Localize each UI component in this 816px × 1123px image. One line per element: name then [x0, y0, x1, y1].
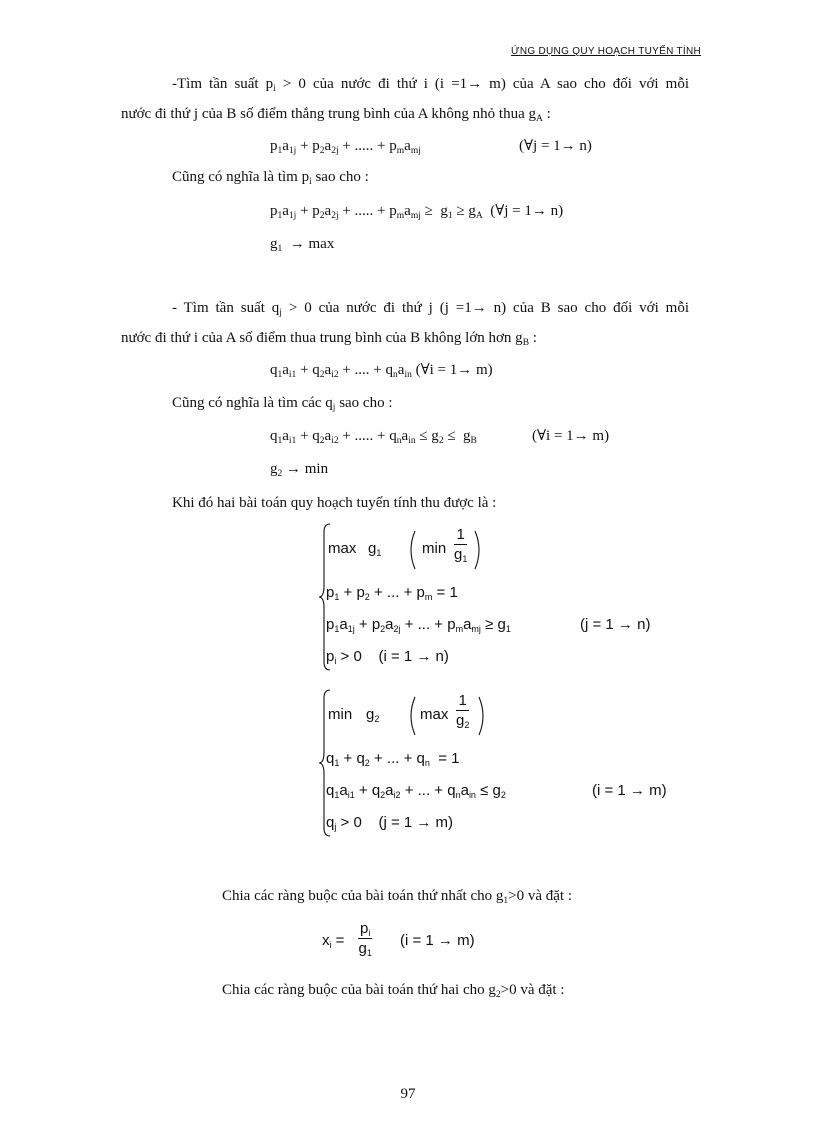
close-paren-icon [474, 530, 484, 570]
constraint-condition-i: (i = 1 → m) [592, 782, 667, 799]
constraint-condition-j: (j = 1 → n) [580, 616, 651, 633]
lp-system-1: max $g_1$ min $\frac{1}{g_1}$ $p_1 + p_2$ + ... + $p_m = 1$ $p_1a_{1j} + p_2a_{2j}$ + ... + $p_ma_{mj} \ge g_1$ (j = 1 → n) $p_i > 0$ (i = 1 → n) [318, 522, 678, 672]
text-also-find-q: Cũng có nghĩa là tìm các $q_j$ sao cho : [172, 395, 393, 413]
open-paren-icon [406, 696, 416, 736]
objective-g2-min: $g_2 \to \min$ [270, 461, 329, 479]
running-header: ỨNG DỤNG QUY HOẠCH TUYẾN TÍNH [511, 46, 702, 57]
constraint-positive-p: $p_i > 0$ (i = 1 → n) [326, 648, 449, 666]
objective-g1-max: $g_1 \to \max$ [270, 236, 335, 254]
inequality-sum-pa: $p_1a_{1j} + p_2a_{2j}$ + ..... + $p_ma_{mj} \ge g_1 \ge g_A$ (∀j = 1→ n) [270, 203, 564, 221]
para2-line2: nước đi thứ i của A số điểm thua trung bình của B không lớn hơn $g_B$ : [121, 330, 537, 348]
open-paren-icon [406, 530, 416, 570]
inequality-sum-qa: $q_1a_{i1} + q_2a_{i2}$ + ..... + $q_na_{in} \le g_2 \le g_B$ [270, 428, 477, 446]
page-number: 97 [400, 1086, 416, 1102]
para1-line1: -Tìm tần suất $p_i > 0$ của nước đi thứ i (i =1→ m) của A sao cho đối với mỗi [172, 76, 689, 94]
equation-sum-qa: $q_1a_{i1} + q_2a_{i2}$ + .... + $q_na_{in}$ (∀i = 1→ m) [270, 362, 493, 380]
text-divide-second: Chia các ràng buộc của bài toán thứ hai cho $g_2>0$ và đặt : [222, 982, 565, 1000]
constraint-positive-q: $q_j > 0$ (j = 1 → m) [326, 814, 454, 832]
equation-sum-pa: $p_1a_{1j} + p_2a_{2j}$ + ..... + $p_ma_{mj}$ [270, 138, 421, 156]
inequality-condition: (∀i = 1→ m) [532, 428, 610, 444]
constraint-sum-qa: $q_1a_{i1} + q_2a_{i2}$ + ... + $q_na_{in} \le g_2$ [326, 782, 506, 800]
constraint-sum-pa: $p_1a_{1j} + p_2a_{2j}$ + ... + $p_ma_{mj} \ge g_1$ [326, 616, 511, 634]
para2-line1: - Tìm tần suất $q_j > 0$ của nước đi thứ j (j =1→ n) của B sao cho đối với mỗi [172, 300, 689, 318]
close-paren-icon [478, 696, 488, 736]
equation-condition: (∀j = 1→ n) [519, 138, 592, 154]
text-then: Khi đó hai bài toán quy hoạch tuyến tính thu được là : [172, 495, 497, 511]
text-also-find-p: Cũng có nghĩa là tìm $p_i$ sao cho : [172, 169, 369, 187]
lp-system-2: min $g_2$ max $\frac{1}{g_2}$ $q_1 + q_2$ + ... + $q_n = 1$ $q_1a_{i1} + q_2a_{i2}$ + ... + $q_na_{in} \le g_2$ (i = 1 → m) $q_j > 0$ (j = 1 → m) [318, 688, 678, 838]
para1-line2: nước đi thứ j của B số điểm thắng trung bình của A không nhỏ thua $g_A$ : [121, 106, 551, 124]
text-divide-first: Chia các ràng buộc của bài toán thứ nhất cho $g_1>0$ và đặt : [222, 888, 572, 906]
constraint-sum-q: $q_1 + q_2$ + ... + $q_n = 1$ [326, 750, 460, 768]
constraint-sum-p: $p_1 + p_2$ + ... + $p_m = 1$ [326, 584, 458, 602]
